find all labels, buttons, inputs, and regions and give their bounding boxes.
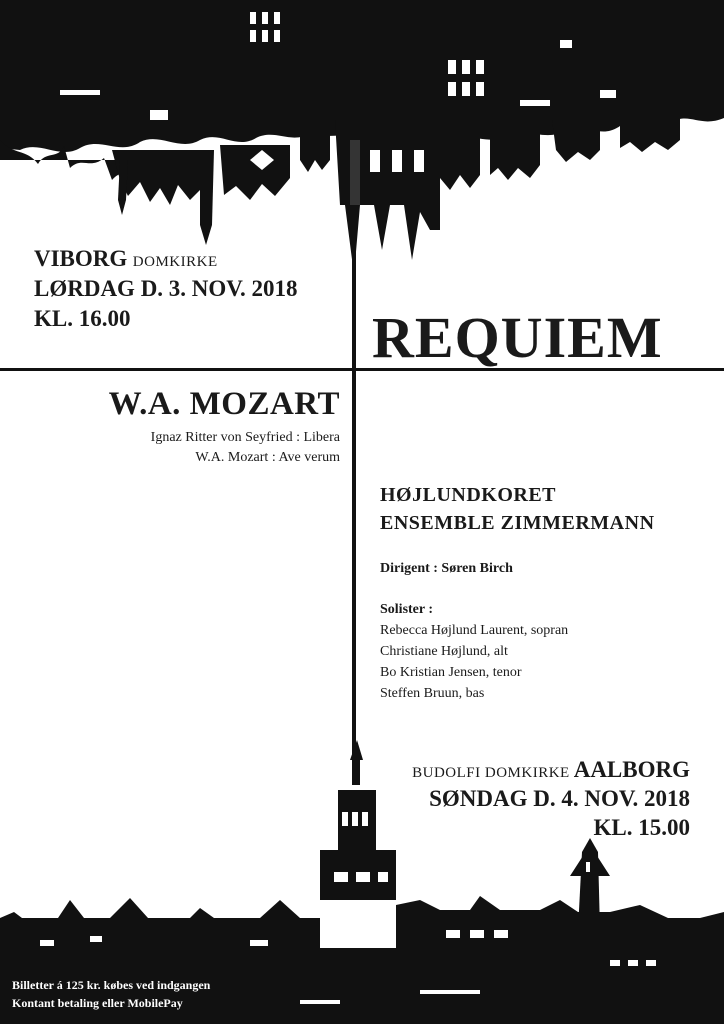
venue-viborg xyxy=(34,247,218,274)
work-item: W.A. Mozart : Ave verum xyxy=(195,450,340,465)
conductor: Dirigent : Søren Birch xyxy=(380,561,513,576)
date-aalborg: SØNDAG D. 4. NOV. 2018 xyxy=(429,786,690,811)
ticket-info-line: Billetter á 125 kr. købes ved indgangen xyxy=(12,978,211,992)
composer-name: W.A. MOZART xyxy=(108,386,340,422)
soloist-item: Bo Kristian Jensen, tenor xyxy=(380,665,522,680)
vertical-rule xyxy=(352,250,356,780)
time-viborg: KL. 16.00 xyxy=(34,306,131,331)
date-viborg: LØRDAG D. 3. NOV. 2018 xyxy=(34,276,298,301)
city-viborg: VIBORG xyxy=(34,246,128,271)
soloist-item: Rebecca Højlund Laurent, sopran xyxy=(380,623,569,638)
soloist-item: Steffen Bruun, bas xyxy=(380,686,485,701)
performer-ensemble: ENSEMBLE ZIMMERMANN xyxy=(380,512,655,534)
viborg-skyline-inverted-illustration xyxy=(0,0,724,275)
soloist-item: Christiane Højlund, alt xyxy=(380,644,508,659)
church-aalborg: BUDOLFI DOMKIRKE xyxy=(412,765,570,781)
soloists-heading: Solister : xyxy=(380,602,434,617)
time-aalborg: KL. 15.00 xyxy=(593,815,690,840)
venue-aalborg xyxy=(412,757,690,783)
work-item: Ignaz Ritter von Seyfried : Libera xyxy=(150,430,340,445)
payment-info-line: Kontant betaling eller MobilePay xyxy=(12,996,183,1010)
church-viborg: DOMKIRKE xyxy=(132,254,218,270)
poster-title: REQUIEM xyxy=(372,305,663,370)
city-aalborg: AALBORG xyxy=(573,757,690,782)
performer-choir: HØJLUNDKORET xyxy=(380,484,557,506)
